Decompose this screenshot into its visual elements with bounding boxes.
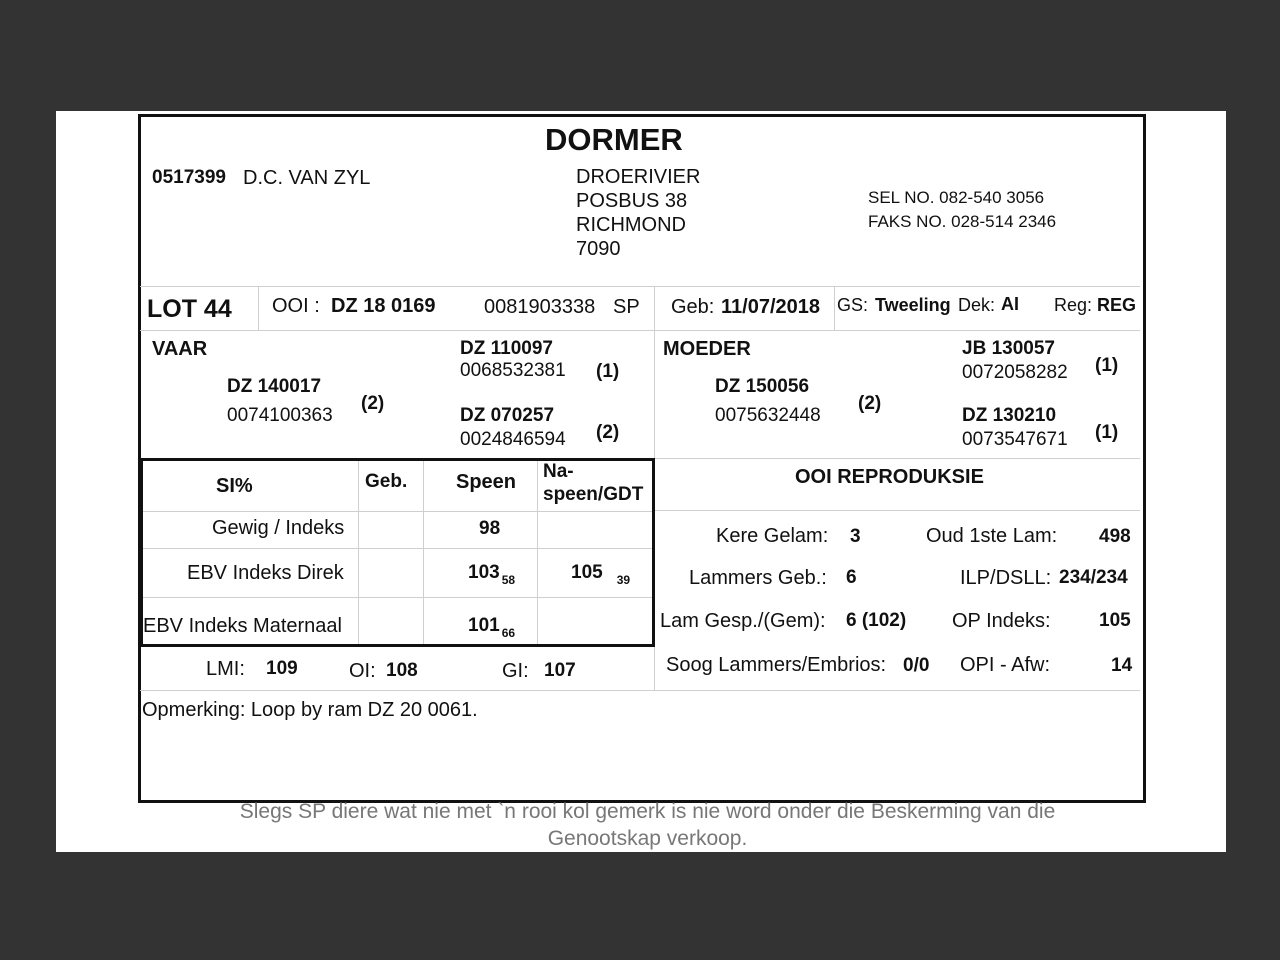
moeder-dam-id: DZ 130210: [962, 405, 1057, 426]
kere-gelam-label: Kere Gelam:: [716, 525, 829, 547]
gs-label: GS:: [837, 295, 869, 315]
op-indeks-value: 105: [1099, 610, 1131, 631]
dek-value: AI: [1001, 294, 1019, 314]
lammers-geb-value: 6: [846, 567, 857, 588]
moeder-dam-number: 0073547671: [962, 429, 1068, 450]
address-line-4: 7090: [576, 238, 621, 260]
cell-number: SEL NO. 082-540 3056: [868, 188, 1045, 207]
lam-gesp-label: Lam Gesp./(Gem):: [660, 610, 826, 632]
vaar-dam-id: DZ 070257: [460, 405, 555, 426]
direk-speen: 103 $_{58}$: [468, 562, 516, 587]
ooi-value: DZ 18 0169: [331, 295, 436, 317]
soog-value: 0/0: [903, 655, 930, 676]
vaar-dam-code: (2): [596, 422, 620, 443]
oi-value: 108: [386, 660, 418, 681]
remark: Opmerking: Loop by ram DZ 20 0061.: [142, 699, 478, 721]
vaar-code: (2): [361, 393, 385, 414]
moeder-sire-number: 0072058282: [962, 362, 1068, 383]
gewig-speen: 98: [479, 518, 501, 539]
vaar-id: DZ 140017: [227, 376, 322, 397]
lammers-geb-label: Lammers Geb.:: [689, 567, 827, 589]
geb-label: Geb:: [671, 296, 715, 318]
direk-naspeen: 105 $_{39}$: [571, 562, 631, 587]
vaar-number: 0074100363: [227, 405, 333, 426]
oud-label: Oud 1ste Lam:: [926, 525, 1058, 547]
geb-value: 11/07/2018: [721, 296, 820, 318]
opi-label: OPI - Afw:: [960, 654, 1051, 676]
lmi-value: 109: [266, 658, 298, 679]
vaar-sire-number: 0068532381: [460, 360, 566, 381]
ilp-label: ILP/DSLL:: [960, 567, 1052, 589]
address-line-2: POSBUS 38: [576, 190, 688, 212]
vaar-sire-code: (1): [596, 361, 620, 382]
footer-line-1: Slegs SP diere wat nie met `n rooi kol gemerk is nie word onder die Beskerming van die: [239, 800, 1056, 823]
moeder-id: DZ 150056: [715, 376, 810, 397]
row-label-gewig: Gewig / Indeks: [212, 517, 345, 539]
fax-number: FAKS NO. 028-514 2346: [868, 212, 1057, 231]
si-header: SI%: [216, 475, 253, 497]
speen-header: Speen: [456, 471, 517, 493]
animal-id-number: 0081903338: [484, 296, 596, 318]
opi-value: 14: [1111, 655, 1133, 676]
kere-gelam-value: 3: [850, 526, 861, 547]
breeder-name: D.C. VAN ZYL: [243, 167, 371, 189]
footer-line-2: Genootskap verkoop.: [547, 827, 748, 850]
maternaal-speen: 101 $_{66}$: [468, 615, 516, 640]
vaar-label: VAAR: [152, 338, 208, 360]
naspeen-header-line2: speen/GDT: [543, 484, 644, 505]
reg-label: Reg:: [1054, 295, 1093, 315]
gi-label: GI:: [502, 660, 529, 682]
breed-title: DORMER: [545, 122, 683, 157]
geb-header: Geb.: [365, 471, 408, 492]
op-indeks-label: OP Indeks:: [952, 610, 1051, 632]
soog-label: Soog Lammers/Embrios:: [666, 654, 887, 676]
moeder-dam-code: (1): [1095, 422, 1119, 443]
reg-value: REG: [1097, 295, 1137, 315]
dek-label: Dek:: [958, 295, 996, 315]
moeder-label: MOEDER: [663, 338, 751, 360]
footer-note: [160, 798, 1135, 852]
oi-label: OI:: [349, 660, 376, 682]
vaar-dam-number: 0024846594: [460, 429, 566, 450]
status-sp: SP: [613, 296, 640, 318]
row-label-ebv-maternaal: EBV Indeks Maternaal: [143, 615, 342, 637]
breeder-number: 0517399: [152, 167, 226, 188]
vaar-sire-id: DZ 110097: [460, 338, 553, 359]
lot-number: LOT 44: [147, 295, 232, 323]
naspeen-header-line1: Na-: [543, 461, 574, 482]
moeder-code: (2): [858, 393, 882, 414]
moeder-sire-id: JB 130057: [962, 338, 1055, 359]
row-label-ebv-direk: EBV Indeks Direk: [187, 562, 344, 584]
gi-value: 107: [544, 660, 576, 681]
moeder-number: 0075632448: [715, 405, 821, 426]
moeder-sire-code: (1): [1095, 355, 1119, 376]
lam-gesp-value: 6 (102): [846, 610, 907, 631]
ooi-label: OOI :: [272, 295, 320, 317]
address-line-3: RICHMOND: [576, 214, 686, 236]
gs-value: Tweeling: [875, 295, 951, 315]
oud-value: 498: [1099, 526, 1131, 547]
address-line-1: DROERIVIER: [576, 166, 701, 188]
reproduction-title: OOI REPRODUKSIE: [795, 466, 984, 488]
lmi-label: LMI:: [206, 658, 245, 680]
ilp-value: 234/234: [1059, 567, 1128, 588]
